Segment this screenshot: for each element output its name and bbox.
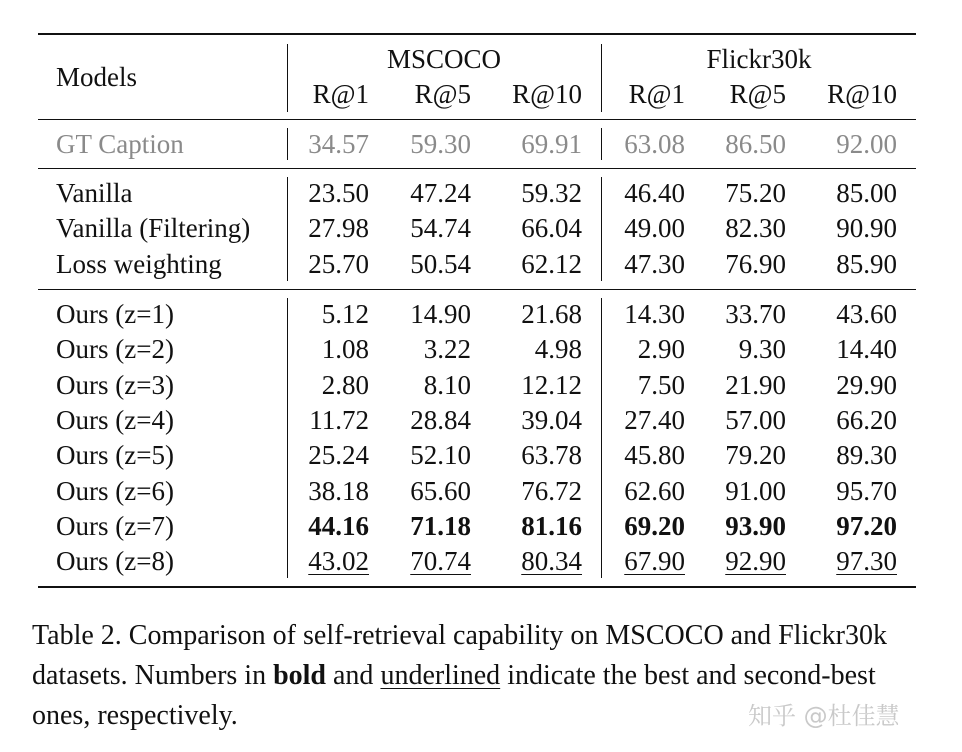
- value-cell: [585, 545, 685, 577]
- value-cell: 47.24: [410, 178, 471, 208]
- value-cell: 44.16: [308, 510, 369, 541]
- value-cell: 63.08: [624, 129, 685, 159]
- model-name-cell: Ours (z=1): [56, 299, 174, 329]
- value-cell: 33.70: [725, 299, 786, 329]
- value-cell: 21.68: [521, 299, 582, 329]
- value-cell: 4.98: [534, 334, 582, 365]
- value-cell: 63.78: [521, 440, 582, 471]
- value-cell: 11.72: [309, 404, 369, 435]
- metric-header-4: R@5: [729, 79, 786, 109]
- value-cell: 23.50: [308, 178, 369, 208]
- metric-header-3: R@1: [628, 79, 685, 109]
- caption-suffix: indicate the best and second-best ones, respectively.: [32, 660, 876, 731]
- value-cell: 52.10: [410, 440, 471, 471]
- value-text: 70.74: [410, 546, 471, 577]
- value-cell: 81.16: [521, 510, 582, 541]
- value-cell: 28.84: [410, 404, 471, 435]
- value-cell: 9.30: [738, 334, 786, 365]
- value-cell: 79.20: [725, 440, 786, 471]
- value-cell: 71.18: [410, 510, 471, 541]
- value-cell: 57.00: [725, 404, 786, 435]
- value-text: 97.30: [836, 546, 897, 577]
- value-cell: 59.32: [521, 178, 582, 208]
- value-cell: 75.20: [725, 178, 786, 208]
- section-1-bottom-rule: [38, 168, 916, 169]
- section-2-bottom-rule: [38, 289, 916, 290]
- group-header-mscoco: MSCOCO: [386, 44, 502, 74]
- model-name-cell: Ours (z=7): [56, 510, 174, 541]
- value-cell: 1.08: [321, 334, 369, 365]
- value-cell: 62.60: [624, 475, 685, 506]
- value-cell: 86.50: [725, 129, 786, 159]
- value-text: 67.90: [624, 546, 685, 577]
- value-cell: 38.18: [308, 475, 369, 506]
- value-cell: 91.00: [725, 475, 786, 506]
- value-cell: 14.30: [624, 299, 685, 329]
- value-cell: 69.20: [624, 510, 685, 541]
- value-cell: 2.90: [637, 334, 685, 365]
- metric-header-2: R@10: [512, 79, 582, 109]
- model-name-cell: Ours (z=5): [56, 440, 174, 471]
- value-cell: 93.90: [725, 510, 786, 541]
- model-name-cell: Loss weighting: [56, 248, 222, 279]
- value-cell: 66.04: [521, 213, 582, 244]
- model-name-cell: Vanilla: [56, 178, 133, 208]
- header-bottom-rule: [38, 119, 916, 120]
- value-cell: 43.60: [836, 299, 897, 329]
- watermark: 知乎 @杜佳慧: [748, 702, 900, 730]
- value-cell: [482, 545, 582, 577]
- value-cell: 62.12: [521, 248, 582, 279]
- model-name-cell: Vanilla (Filtering): [56, 213, 251, 244]
- model-name-cell: Ours (z=6): [56, 475, 174, 506]
- table-bottom-rule: [38, 586, 916, 588]
- value-cell: [371, 545, 471, 577]
- value-cell: 27.98: [308, 213, 369, 244]
- value-cell: 50.54: [410, 248, 471, 279]
- models-header: Models: [56, 62, 137, 92]
- value-cell: 47.30: [624, 248, 685, 279]
- value-cell: 25.70: [308, 248, 369, 279]
- value-cell: 85.90: [836, 248, 897, 279]
- value-cell: 8.10: [423, 369, 471, 400]
- value-cell: 2.80: [321, 369, 369, 400]
- metric-header-1: R@5: [414, 79, 471, 109]
- value-cell: 92.00: [836, 129, 897, 159]
- model-name-cell: Ours (z=8): [56, 546, 174, 577]
- value-cell: 90.90: [836, 213, 897, 244]
- value-cell: 76.72: [521, 475, 582, 506]
- caption-bold-word: bold: [273, 660, 326, 691]
- value-cell: 59.30: [410, 129, 471, 159]
- value-cell: 14.40: [836, 334, 897, 365]
- value-cell: 27.40: [624, 404, 685, 435]
- value-cell: 39.04: [521, 404, 582, 435]
- metric-header-0: R@1: [312, 79, 369, 109]
- model-name-cell: Ours (z=4): [56, 404, 174, 435]
- value-cell: 29.90: [836, 369, 897, 400]
- value-text: 43.02: [308, 546, 369, 577]
- value-cell: 3.22: [423, 334, 471, 365]
- value-cell: 95.70: [836, 475, 897, 506]
- value-cell: 69.91: [521, 129, 582, 159]
- value-cell: 85.00: [836, 178, 897, 208]
- model-name-cell: Ours (z=3): [56, 369, 174, 400]
- value-cell: 5.12: [321, 299, 369, 329]
- value-cell: 82.30: [725, 213, 786, 244]
- value-cell: 46.40: [624, 178, 685, 208]
- caption-prefix: Table 2. Comparison of self-retrieval capability on MSCOCO and Flickr30k datasets. Numbers in: [32, 620, 887, 691]
- model-name-cell: Ours (z=2): [56, 334, 174, 365]
- value-cell: 45.80: [624, 440, 685, 471]
- value-text: 80.34: [521, 546, 582, 577]
- value-cell: 7.50: [637, 369, 685, 400]
- value-cell: [797, 545, 897, 577]
- value-cell: 14.90: [410, 299, 471, 329]
- value-cell: 89.30: [836, 440, 897, 471]
- value-cell: 97.20: [836, 510, 897, 541]
- value-cell: 76.90: [725, 248, 786, 279]
- value-cell: 54.74: [410, 213, 471, 244]
- group-header-flickr30k: Flickr30k: [706, 44, 812, 74]
- value-cell: 12.12: [521, 369, 582, 400]
- value-cell: 34.57: [308, 129, 369, 159]
- value-cell: 21.90: [725, 369, 786, 400]
- model-name-cell: GT Caption: [56, 129, 184, 159]
- value-cell: 49.00: [624, 213, 685, 244]
- metric-header-5: R@10: [827, 79, 897, 109]
- value-cell: 65.60: [410, 475, 471, 506]
- table-top-rule: [38, 33, 916, 35]
- value-text: 92.90: [725, 546, 786, 577]
- value-cell: 25.24: [308, 440, 369, 471]
- caption-middle: and: [326, 660, 381, 691]
- value-cell: [686, 545, 786, 577]
- value-cell: [269, 545, 369, 577]
- caption-underline-word: underlined: [380, 660, 501, 691]
- value-cell: 66.20: [836, 404, 897, 435]
